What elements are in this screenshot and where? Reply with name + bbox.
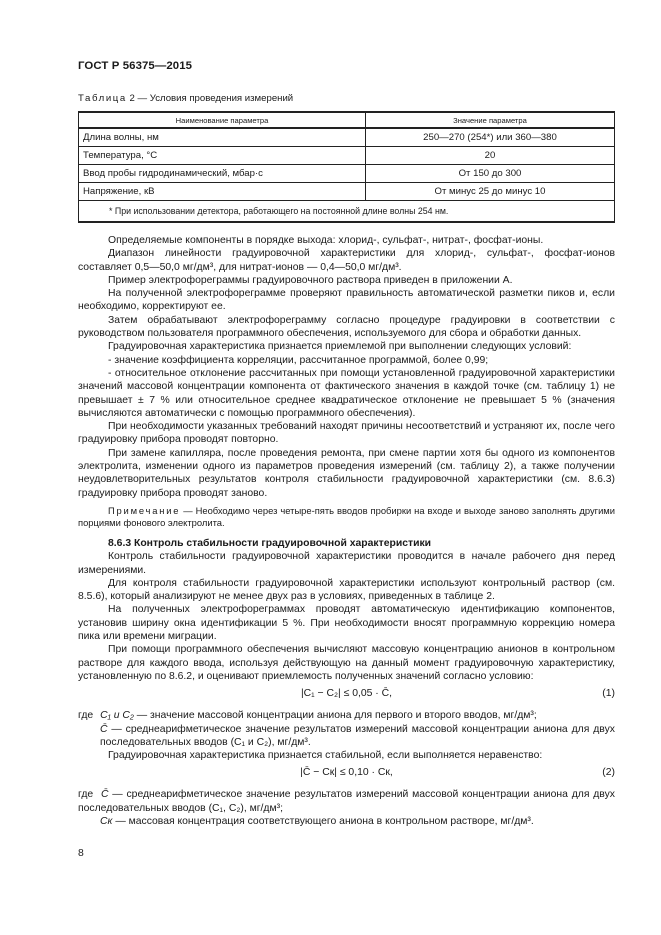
definition-text: — массовая концентрация соответствующего аниона в контрольном растворе, мг/дм³. — [115, 815, 534, 827]
paragraph: Затем обрабатывают электрофореграмму согласно процедуре градуировки в соответствии с руководством пользователя программного обеспечения, используемого для сбора и обработки данных. — [78, 314, 615, 340]
definition-text: — среднеарифметическое значение результатов измерений массовой концентрации аниона для двух последовательных вводов (C₁ и C₂), мг/дм³. — [100, 723, 615, 748]
main-text — [78, 234, 615, 828]
equation-1 — [78, 687, 615, 707]
param-value: 250—270 (254*) или 360—380 — [366, 128, 615, 146]
paragraph: На полученной электрофореграмме проверяют правильность автоматической разметки пиков и, если необходимо, корректируют ее. — [78, 288, 615, 313]
param-name: Напряжение, кВ — [79, 182, 366, 200]
param-value: От минус 25 до минус 10 — [366, 182, 615, 200]
note-text: — Необходимо через четыре-пять вводов пробирки на входе и выходе заново заполнять другими порциями фонового электролита. — [78, 504, 615, 528]
table-row — [79, 182, 615, 200]
paragraph: При замене капилляра, после проведения ремонта, при смене партии хотя бы одного из компонентов электролита, изменении одного из параметров проведения измерений (см. таблицу 2), а также получении неудовлетворительных результатов контроля стабильности градуировочной характеристики (см. 8.6.3) градуировку прибора проводят заново. — [78, 447, 615, 499]
equation-2-formula: |C̄ − Cк| ≤ 0,10 · Cк, — [300, 767, 393, 779]
definition — [78, 723, 615, 750]
definition-text: — среднеарифметическое значение результатов измерений массовой концентрации аниона для двух последовательных вводов (C₁, C₂), мг/дм³; — [78, 789, 615, 814]
param-value: От 150 до 300 — [366, 164, 615, 182]
list-item: - относительное отклонение рассчитанных при помощи установленной градуировочной характеристики значений массовой концентрации компонента от фактического значения в каждой точке (см. таблицу 1) не превышает ± 7 % или относительное среднее квадратическое отклонение не превышает 5 % (значения вычисляются автоматически с помощью программного обеспечения). — [78, 367, 615, 419]
param-name: Ввод пробы гидродинамический, мбар·с — [79, 164, 366, 182]
table-footnote: * При использовании детектора, работающего на постоянной длине волны 254 нм. — [79, 200, 615, 222]
list-item: - значение коэффициента корреляции, рассчитанное программой, более 0,99; — [108, 354, 489, 366]
paragraph: При помощи программного обеспечения вычисляют массовую концентрацию анионов в контрольном растворе для каждого ввода, используя действующую на данный момент градуировочную характеристику, установленную по 8.6.2, и оценивают приемлемость полученных значений согласно условию: — [78, 644, 615, 682]
table-row — [79, 146, 615, 164]
paragraph: Определяемые компоненты в порядке выхода: хлорид-, сульфат-, нитрат-, фосфат-ионы. — [108, 235, 544, 246]
definition-symbol: Cк — [100, 815, 113, 827]
param-name: Температура, °С — [79, 146, 366, 164]
definitions-1 — [78, 709, 615, 749]
paragraph: Градуировочная характеристика признается приемлемой при выполнении следующих условий: — [108, 341, 572, 353]
definitions-2 — [78, 788, 615, 828]
column-header-name: Наименование параметра — [79, 112, 366, 128]
table-row — [79, 128, 615, 146]
where-label: где — [78, 710, 94, 722]
section-heading: 8.6.3 Контроль стабильности градуировочной характеристики — [108, 537, 432, 549]
paragraph: Пример электрофореграммы градуировочного раствора приведен в приложении А. — [108, 274, 513, 286]
definition — [78, 709, 615, 722]
definition — [78, 815, 615, 828]
definition-text: — значение массовой концентрации аниона для первого и второго вводов, мг/дм³; — [136, 710, 537, 722]
equation-1-formula: |C₁ − C₂| ≤ 0,05 · C̄, — [300, 688, 393, 700]
param-name: Длина волны, нм — [79, 128, 366, 146]
equation-2 — [78, 766, 615, 786]
paragraph: Градуировочная характеристика признается стабильной, если выполняется неравенство: — [108, 750, 543, 762]
paragraph: При необходимости указанных требований находят причины несоответствий и устраняют их, после чего градуировку прибора проводят повторно. — [78, 421, 615, 446]
note — [78, 505, 615, 529]
table-footnote-row — [79, 200, 615, 222]
column-header-value: Значение параметра — [366, 112, 615, 128]
table-caption-label: Таблица — [78, 93, 127, 104]
where-label: где — [78, 789, 94, 801]
paragraph: На полученных электрофореграммах проводят автоматическую идентификацию компонентов, установив ширину окна идентификации 5 %. При необходимости вносят программную коррекцию номера пика или времени миграции. — [78, 604, 615, 643]
equation-2-number: (2) — [602, 767, 615, 779]
definition-symbol: C̄ — [100, 723, 108, 735]
param-value: 20 — [366, 146, 615, 164]
standard-header: ГОСТ Р 56375—2015 — [78, 60, 193, 72]
note-label: Примечание — [108, 504, 181, 516]
equation-1-number: (1) — [602, 688, 615, 700]
paragraph: Для контроля стабильности градуировочной характеристики используют контрольный раствор (см. 8.5.6), который анализируют не менее двух раз в условиях, приведенных в таблице 2. — [78, 577, 615, 603]
page-number: 8 — [78, 848, 84, 859]
definition-symbol: C₁ и C₂ — [100, 710, 134, 722]
table-row — [79, 164, 615, 182]
table-caption — [78, 93, 293, 104]
definition — [78, 788, 615, 815]
paragraph: Диапазон линейности градуировочной характеристики для хлорид-, сульфат-, фосфат-ионов составляет 0,5—50,0 мг/дм³, для нитрат-ионов — 0,4—50,0 мг/дм³. — [78, 248, 615, 273]
definition-symbol: C̄ — [100, 789, 109, 801]
table-caption-text: 2 — Условия проведения измерений — [126, 93, 294, 104]
paragraph: Контроль стабильности градуировочной характеристики проводится в начале рабочего дня перед измерениями. — [78, 551, 615, 576]
conditions-table — [78, 111, 615, 223]
table-header-row — [79, 112, 615, 128]
